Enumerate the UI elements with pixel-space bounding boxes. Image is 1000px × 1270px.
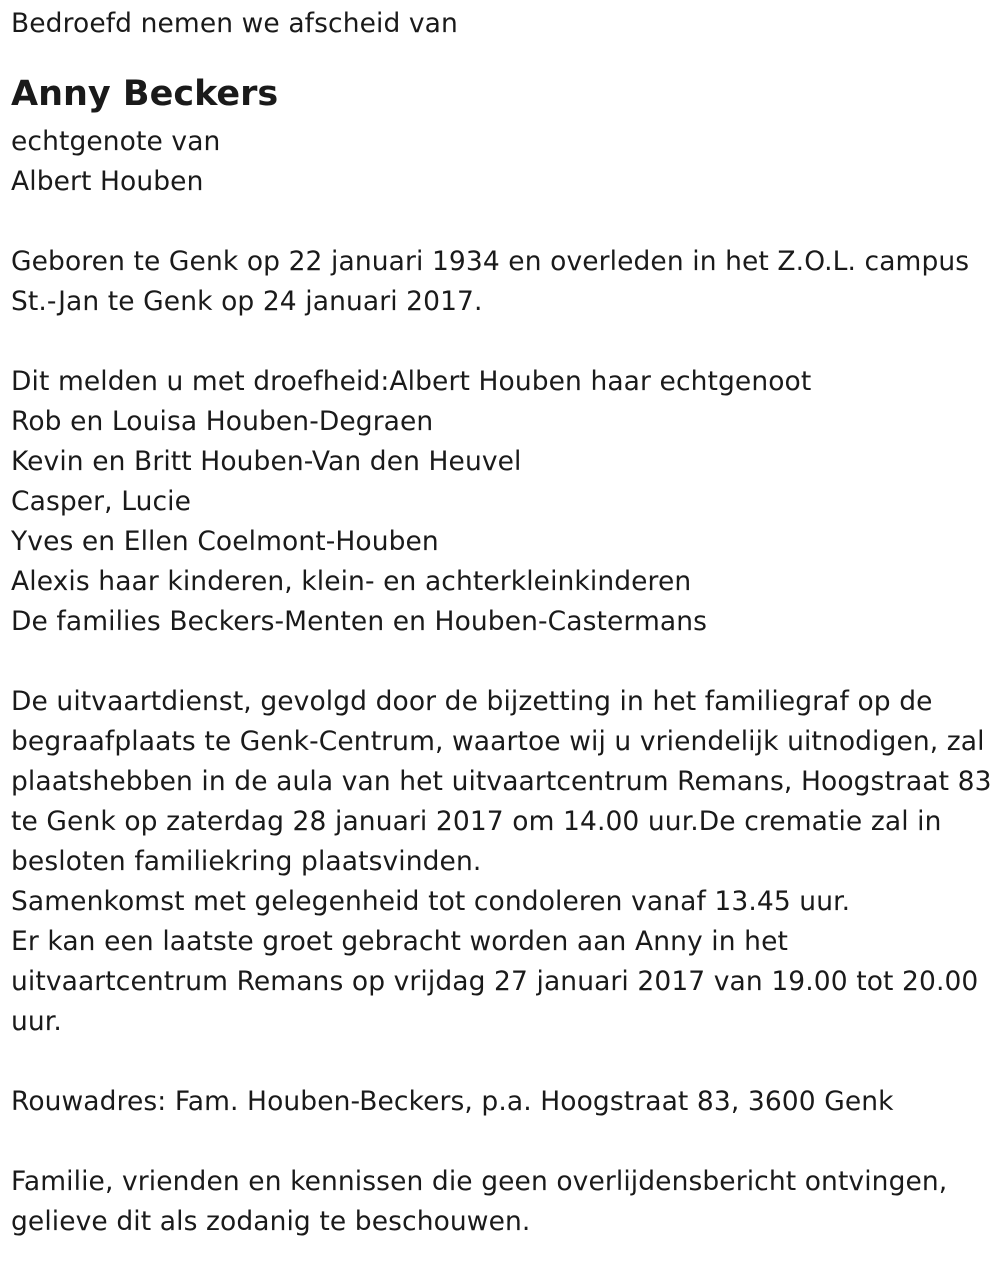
ceremony-line: uur. bbox=[11, 1006, 62, 1037]
spouse-line: echtgenote van bbox=[11, 126, 221, 157]
closing-block bbox=[11, 1162, 990, 1242]
ceremony-line: De uitvaartdienst, gevolgd door de bijzetting in het familiegraf op de bbox=[11, 686, 933, 717]
closing-line: gelieve dit als zodanig te beschouwen. bbox=[11, 1206, 531, 1237]
family-line: Yves en Ellen Coelmont-Houben bbox=[11, 526, 439, 557]
family-line: Kevin en Britt Houben-Van den Heuvel bbox=[11, 446, 522, 477]
spacer bbox=[11, 322, 990, 362]
spacer bbox=[11, 642, 990, 682]
ceremony-line: besloten familiekring plaatsvinden. bbox=[11, 846, 482, 877]
family-line: Alexis haar kinderen, klein- en achterkleinkinderen bbox=[11, 566, 692, 597]
ceremony-line: uitvaartcentrum Remans op vrijdag 27 januari 2017 van 19.00 tot 20.00 bbox=[11, 966, 979, 997]
spouse-block bbox=[11, 122, 990, 202]
intro-text: Bedroefd nemen we afscheid van bbox=[11, 8, 458, 39]
ceremony-line: te Genk op zaterdag 28 januari 2017 om 14.00 uur.De crematie zal in bbox=[11, 806, 942, 837]
family-line: De families Beckers-Menten en Houben-Castermans bbox=[11, 606, 708, 637]
family-line: Casper, Lucie bbox=[11, 486, 192, 517]
ceremony-block bbox=[11, 682, 990, 1042]
ceremony-line: plaatshebben in de aula van het uitvaartcentrum Remans, Hoogstraat 83 bbox=[11, 766, 992, 797]
birth-death-block bbox=[11, 242, 990, 322]
spacer bbox=[11, 1042, 990, 1082]
ceremony-line: Samenkomst met gelegenheid tot condoleren vanaf 13.45 uur. bbox=[11, 886, 851, 917]
closing-line: Familie, vrienden en kennissen die geen overlijdensbericht ontvingen, bbox=[11, 1166, 948, 1197]
family-line: Rob en Louisa Houben-Degraen bbox=[11, 406, 434, 437]
family-block bbox=[11, 362, 990, 642]
family-line: Dit melden u met droefheid:Albert Houben haar echtgenoot bbox=[11, 366, 812, 397]
birth-death-line: St.-Jan te Genk op 24 januari 2017. bbox=[11, 286, 483, 317]
deceased-name: Anny Beckers bbox=[11, 74, 279, 114]
spouse-line: Albert Houben bbox=[11, 166, 204, 197]
ceremony-line: begraafplaats te Genk-Centrum, waartoe wij u vriendelijk uitnodigen, zal bbox=[11, 726, 985, 757]
address-line: Rouwadres: Fam. Houben-Beckers, p.a. Hoogstraat 83, 3600 Genk bbox=[11, 1086, 894, 1117]
ceremony-line: Er kan een laatste groet gebracht worden aan Anny in het bbox=[11, 926, 788, 957]
spacer bbox=[11, 202, 990, 242]
spacer bbox=[11, 1122, 990, 1162]
birth-death-line: Geboren te Genk op 22 januari 1934 en overleden in het Z.O.L. campus bbox=[11, 246, 970, 277]
